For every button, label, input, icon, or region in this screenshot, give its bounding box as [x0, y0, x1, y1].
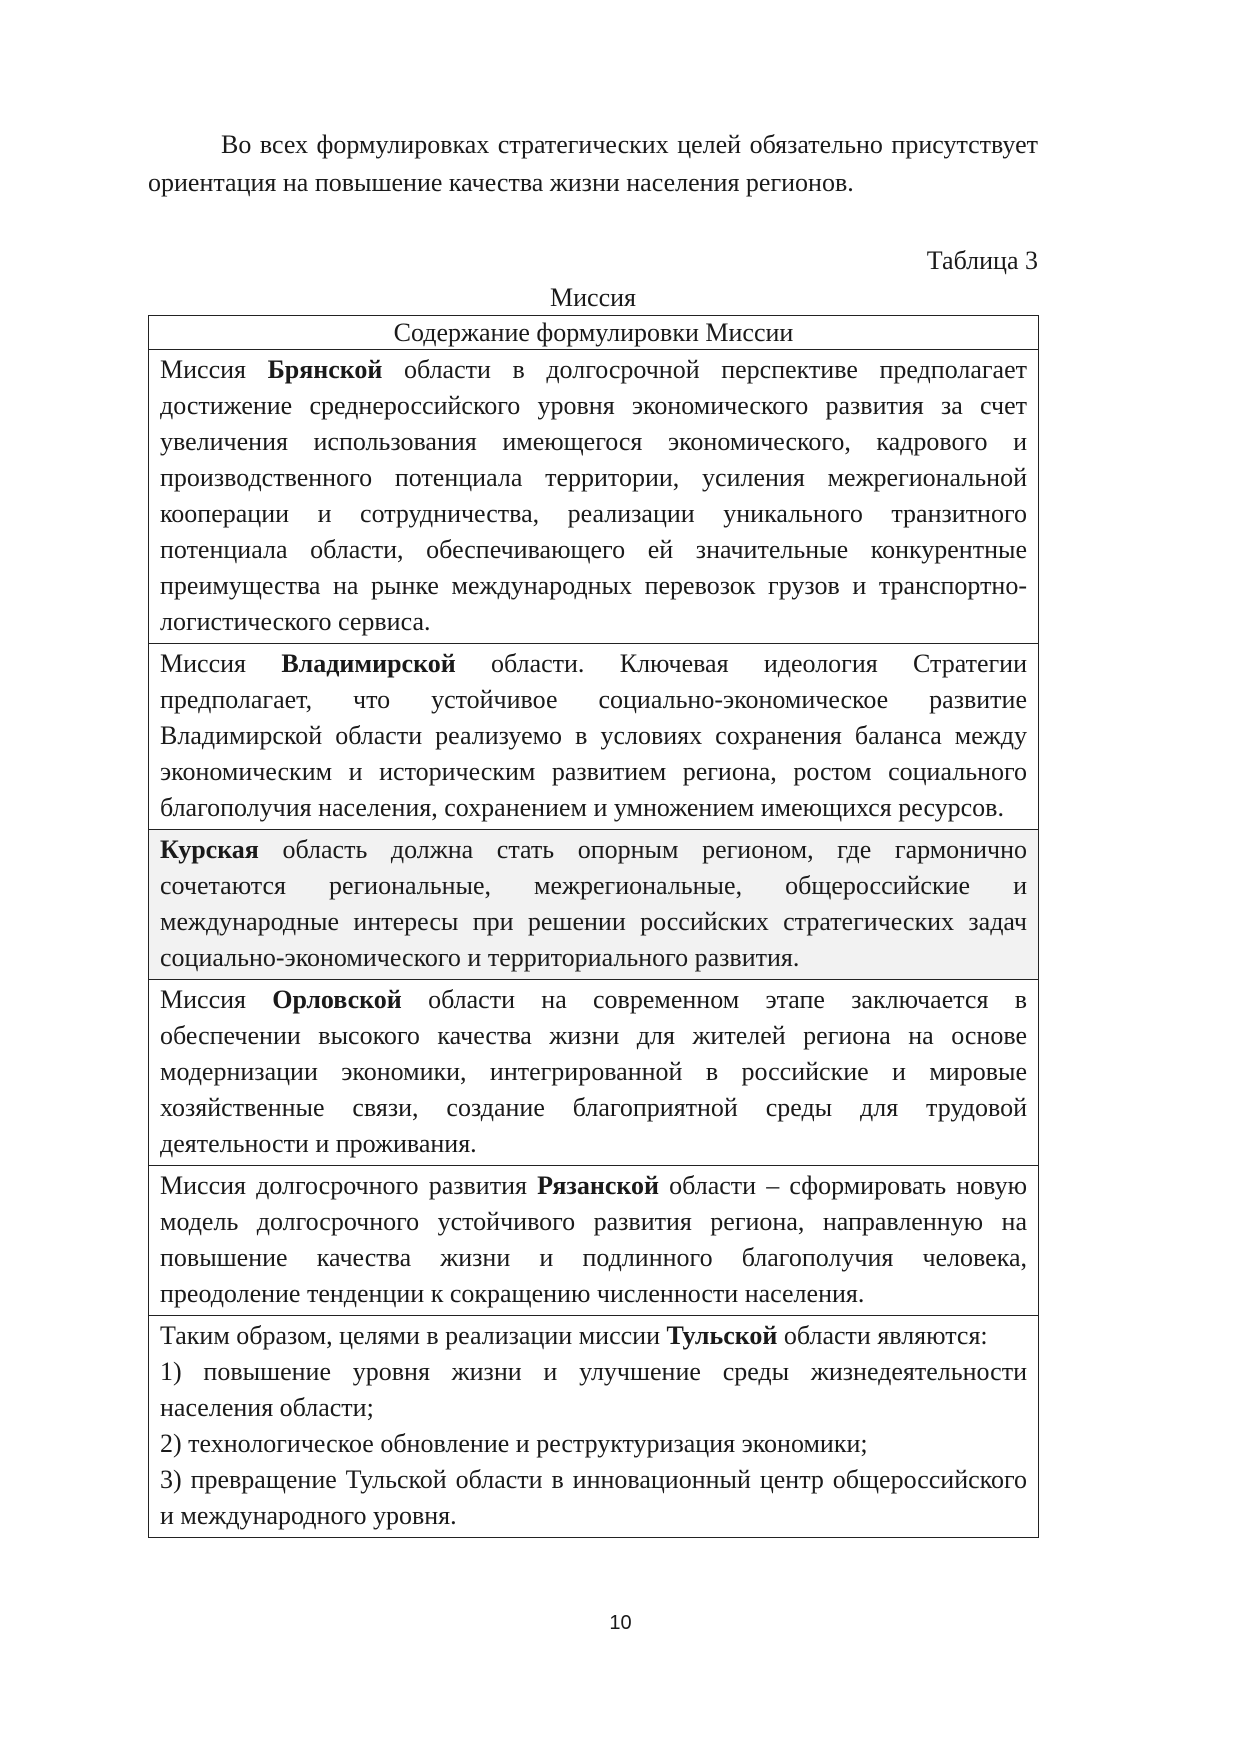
row-text: область должна стать опорным регионом, где гармонично сочетаются региональные, межрегиональные, общероссийские и международные интересы при решении российских стратегических задач социально-экономического и территориального развития. [160, 835, 1027, 972]
table-row [149, 980, 1039, 1166]
row-text: области являются: [777, 1321, 988, 1350]
ryazan-mission-cell [149, 1166, 1039, 1316]
orel-mission-cell [149, 980, 1039, 1166]
tula-goal-item: 2) технологическое обновление и реструктуризация экономики; [160, 1429, 868, 1458]
table-title: Миссия [550, 283, 636, 312]
table-row [149, 644, 1039, 830]
tula-mission-cell [149, 1316, 1039, 1538]
vladimir-mission-cell [149, 644, 1039, 830]
row-text: Таким образом, целями в реализации миссии [160, 1321, 667, 1350]
region-name: Тульской [666, 1321, 778, 1350]
table-number: Таблица 3 [926, 246, 1038, 275]
table-header-row [149, 316, 1039, 350]
tula-intro [160, 1318, 1027, 1354]
row-text: области на современном этапе заключается в обеспечении высокого качества жизни для жителей региона на основе модернизации экономики, интегрированной в российские и мировые хозяйственные связи, создание благоприятной среды для трудовой деятельности и проживания. [160, 985, 1027, 1158]
table-header-cell: Содержание формулировки Миссии [149, 316, 1039, 350]
page-number: 10 [609, 1612, 632, 1634]
table-row [149, 350, 1039, 644]
intro-paragraph: Во всех формулировках стратегических целей обязательно присутствует ориентация на повышение качества жизни населения регионов. [148, 130, 1038, 197]
region-name: Курская [160, 835, 259, 864]
table-row [149, 830, 1039, 980]
row-text: области – сформировать новую модель долгосрочного устойчивого развития региона, направленную на повышение качества жизни и подлинного благополучия человека, преодоление тенденции к сокращению численности населения. [160, 1171, 1027, 1308]
table-row [149, 1316, 1039, 1538]
region-name: Орловской [272, 985, 402, 1014]
mission-table [148, 315, 1039, 1538]
kursk-mission-cell [149, 830, 1039, 980]
row-text: области в долгосрочной перспективе предполагает достижение среднероссийского уровня экономического развития за счет увеличения использования имеющегося экономического, кадрового и производственного потенциала территории, усиления межрегиональной кооперации и сотрудничества, реализации уникального транзитного потенциала области, обеспечивающего ей значительные конкурентные преимущества на рынке международных перевозок грузов и транспортно-логистического сервиса. [160, 355, 1027, 636]
bryansk-mission-cell [149, 350, 1039, 644]
table-row [149, 1166, 1039, 1316]
row-text: Миссия [160, 985, 273, 1014]
tula-goal-item: 1) повышение уровня жизни и улучшение среды жизнедеятельности населения области; [160, 1357, 1027, 1422]
region-name: Рязанской [537, 1171, 659, 1200]
region-name: Владимирской [281, 649, 456, 678]
tula-goal-item: 3) превращение Тульской области в инновационный центр общероссийского и международного уровня. [160, 1465, 1027, 1530]
row-text: Миссия [160, 649, 282, 678]
row-text: области. Ключевая идеология Стратегии предполагает, что устойчивое социально-экономическое развитие Владимирской области реализуемо в условиях сохранения баланса между экономическим и историческим развитием региона, ростом социального благополучия населения, сохранением и умножением имеющихся ресурсов. [160, 649, 1027, 822]
region-name: Брянской [267, 355, 383, 384]
row-text: Миссия [160, 355, 268, 384]
row-text: Миссия долгосрочного развития [160, 1171, 538, 1200]
